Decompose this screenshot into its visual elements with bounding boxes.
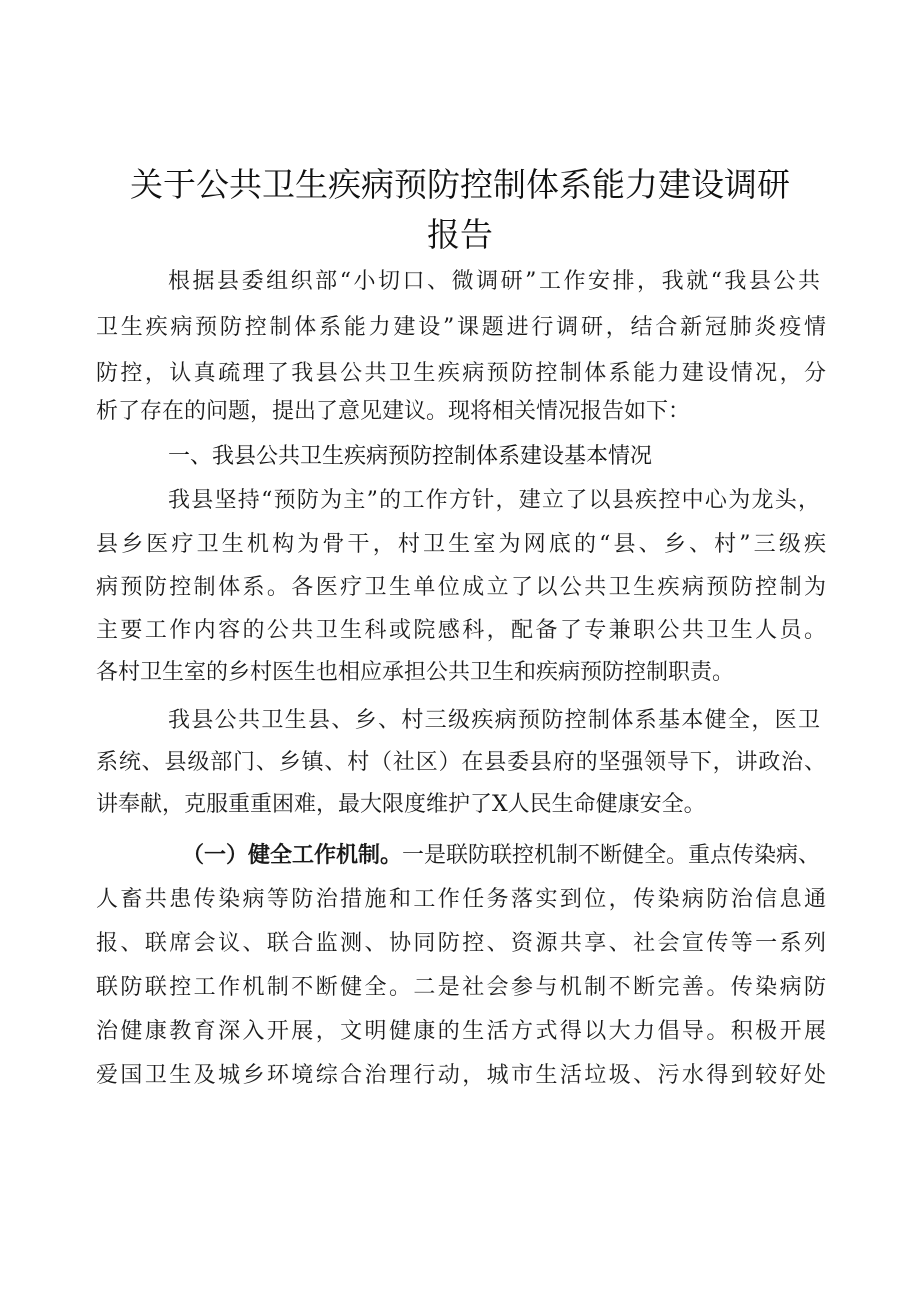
paragraph-line: 县乡医疗卫生机构为骨干，村卫生室为网底的“县、乡、村”三级疾: [96, 532, 826, 557]
paragraph-line: 病预防控制体系。各医疗卫生单位成立了以公共卫生疾病预防控制为: [96, 575, 826, 600]
intro-line: 析了存在的问题，提出了意见建议。现将相关情况报告如下：: [96, 399, 691, 424]
document-title-line-2: 报告: [427, 215, 493, 254]
subsection-heading: （一）健全工作机制。: [182, 843, 403, 868]
paragraph-line: 各村卫生室的乡村医生也相应承担公共卫生和疾病预防控制职责。: [96, 660, 735, 685]
section-heading: 一、我县公共卫生疾病预防控制体系建设基本情况: [168, 444, 653, 469]
subsection-first-line-text: 一是联防联控机制不断健全。重点传染病、: [402, 843, 821, 868]
paragraph-line: 人畜共患传染病等防治措施和工作任务落实到位，传染病防治信息通: [96, 887, 826, 912]
document-title-line-1: 关于公共卫生疾病预防控制体系能力建设调研: [130, 165, 790, 204]
paragraph-line: 我县坚持“预防为主”的工作方针，建立了以县疾控中心为龙头，: [168, 488, 820, 513]
subsection-first-line: [182, 841, 820, 871]
paragraph-line: 我县公共卫生县、乡、村三级疾病预防控制体系基本健全，医卫: [168, 708, 820, 733]
intro-line: 根据县委组织部“小切口、微调研”工作安排，我就“我县公共: [168, 269, 820, 294]
paragraph-line: 讲奉献，克服重重困难，最大限度维护了X人民生命健康安全。: [96, 792, 706, 817]
paragraph-line: 系统、县级部门、乡镇、村（社区）在县委县府的坚强领导下，讲政治、: [96, 750, 826, 775]
paragraph-line: 主要工作内容的公共卫生科或院感科，配备了专兼职公共卫生人员。: [96, 618, 826, 643]
paragraph-line: 联防联控工作机制不断健全。二是社会参与机制不断完善。传染病防: [96, 975, 826, 1000]
paragraph-line: 爱国卫生及城乡环境综合治理行动，城市生活垃圾、污水得到较好处: [96, 1063, 826, 1088]
paragraph-line: 治健康教育深入开展，文明健康的生活方式得以大力倡导。积极开展: [96, 1019, 826, 1044]
intro-line: 防控，认真疏理了我县公共卫生疾病预防控制体系能力建设情况，分: [96, 361, 826, 386]
paragraph-line: 报、联席会议、联合监测、协同防控、资源共享、社会宣传等一系列: [96, 931, 826, 956]
intro-line: 卫生疾病预防控制体系能力建设”课题进行调研，结合新冠肺炎疫情: [96, 315, 826, 340]
